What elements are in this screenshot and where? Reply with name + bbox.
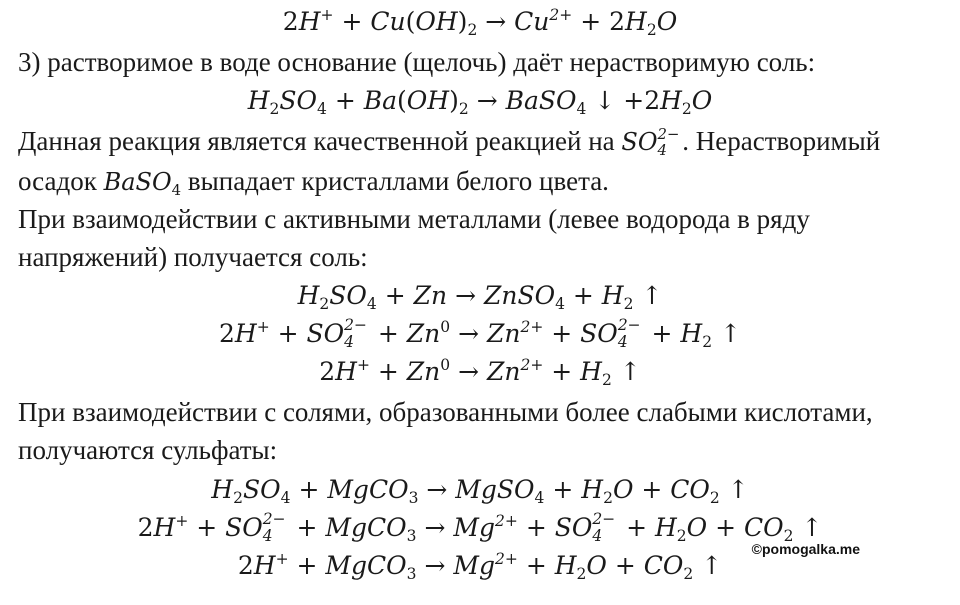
paragraph-line: получаются сульфаты: xyxy=(18,435,278,465)
paragraph-line: При взаимодействии с солями, образованными более слабыми кислотами, xyxy=(18,397,873,427)
equation-1: $2H^+ + Cu(OH)_2 \to Cu^{2+} + 2H_2O$ xyxy=(282,6,678,39)
paragraph-line: 3) растворимое в воде основание (щелочь) даёт нерастворимую соль: xyxy=(18,47,816,77)
equation-8: 2H+ + MgCO$_3$ → $Mg^{2+} + H_2O + CO_2$ ↑ xyxy=(237,550,723,583)
paragraph-line: Данная реакция является качественной реакцией на SO 2− 4 . Нерастворимый xyxy=(18,124,881,159)
equation-7: 2H+ + SO 2− 4 + MgCO$_3$ → $Mg^{2+}$ + SO 2− 4 + $H_2O + CO_2$ ↑ xyxy=(137,510,823,545)
sulfate-ion-formula: SO 2− 4 xyxy=(621,124,680,159)
equation-3: $H_2SO_4 + Zn$ → ZnSO$_4$ + $H_2$ ↑ xyxy=(297,281,663,313)
equation-6: $H_2SO_4$ + MgCO$_3$ → MgSO$_4$ + $H_2O + CO_2$ ↑ xyxy=(211,475,749,507)
paragraph-line: При взаимодействии с активными металлами (левее водорода в ряду xyxy=(18,204,810,234)
equation-2: $H_2SO_4 + Ba(OH)_2$ → BaSO$_4$ ↓ $+2H_2O$ xyxy=(247,86,713,118)
paragraph-line: осадок BaSO$_4$ выпадает кристаллами белого цвета. xyxy=(18,166,609,199)
barium-sulfate-formula: BaSO$_4$ xyxy=(103,168,182,199)
equation-5: $2H^+ + Zn^0 \to Zn^{2+} + H_2$ ↑ xyxy=(319,356,641,389)
paragraph-line: напряжений) получается соль: xyxy=(18,242,368,272)
watermark: ©pomogalka.me xyxy=(751,541,860,557)
equation-4: 2H+ + SO 2− 4 + $Zn^0 \to Zn^{2+}$ + SO 2− 4 + $H_2$ ↑ xyxy=(218,316,742,351)
